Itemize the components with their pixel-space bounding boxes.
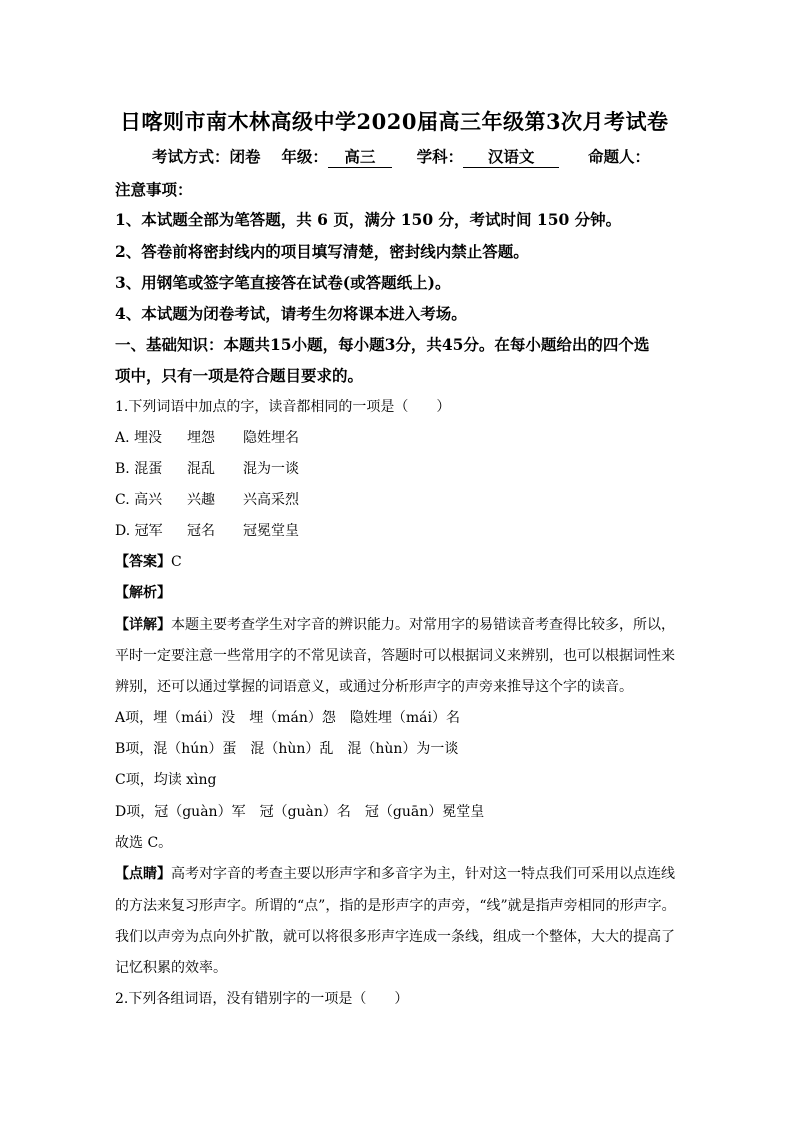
- detail-line: 辨别，还可以通过掌握的词语意义，或通过分析形声字的声旁来推导这个字的读音。: [115, 679, 633, 695]
- detail-line: 平时一定要注意一些常用字的不常见读音，答题时可以根据词义来辨别，也可以根据词性来: [115, 648, 675, 664]
- tip-line: 我们以声旁为点向外扩散，就可以将很多形声字连成一条线，组成一个整体，大大的提高了: [115, 929, 675, 945]
- option-row: [115, 520, 299, 540]
- detail-tag: 【详解】: [115, 617, 171, 633]
- answer-tag: 【答案】: [115, 554, 171, 570]
- answer-line: [115, 551, 182, 571]
- section-heading: 一、基础知识：本题共15小题，每小题3分，共45分。在每小题给出的四个选: [115, 335, 650, 354]
- conclusion-line: 故选 C。: [115, 835, 173, 851]
- notice-item: 2、答卷前将密封线内的项目填写清楚，密封线内禁止答题。: [115, 242, 529, 261]
- exam-meta: [152, 145, 650, 168]
- pinyin-line: D项，冠（guàn）军 冠（guàn）名 冠（guān）冕堂皇: [115, 804, 485, 820]
- mode-value: 闭卷: [229, 147, 261, 166]
- grade-value: 高三: [328, 145, 392, 168]
- tip-line: 的方法来复习形声字。所谓的“点”，指的是形声字的声旁，“线”就是指声旁相同的形声字。: [115, 898, 676, 914]
- pinyin-line: B项，混（hún）蛋 混（hùn）乱 混（hùn）为一谈: [115, 741, 459, 757]
- section-heading-cont: 项中，只有一项是符合题目要求的。: [115, 366, 364, 385]
- option-row: [115, 458, 299, 478]
- tip-text: 高考对字音的考查主要以形声字和多音字为主，针对这一特点我们可采用以点连线: [171, 866, 675, 882]
- analysis-tag: 【解析】: [115, 585, 171, 601]
- option-d-1: D. 冠军: [115, 523, 163, 539]
- option-c-3: 兴高采烈: [243, 492, 299, 508]
- answer-value: C: [171, 554, 182, 570]
- option-b-2: 混乱: [187, 461, 215, 477]
- notice-heading: 注意事项：: [115, 180, 193, 199]
- option-c-2: 兴趣: [187, 492, 215, 508]
- notice-item: 3、用钢笔或签字笔直接答在试卷(或答题纸上)。: [115, 273, 451, 292]
- question-stem: 2.下列各组词语，没有错别字的一项是（ ）: [115, 991, 409, 1007]
- detail-line: [115, 614, 675, 634]
- option-row: [115, 489, 299, 509]
- notice-item: 1、本试题全部为笔答题，共 6 页，满分 150 分，考试时间 150 分钟。: [115, 210, 622, 229]
- option-a-1: A. 埋没: [115, 430, 163, 446]
- question-stem: 1.下列词语中加点的字，读音都相同的一项是（ ）: [115, 399, 451, 415]
- subject-label: 学科：: [416, 147, 464, 166]
- author-label: 命题人：: [588, 147, 651, 166]
- option-row: [115, 427, 299, 447]
- tip-tag: 【点睛】: [115, 866, 171, 882]
- grade-label: 年级：: [281, 147, 328, 166]
- notice-item: 4、本试题为闭卷考试，请考生勿将课本进入考场。: [115, 304, 467, 323]
- pinyin-line: C项，均读 xìng: [115, 772, 217, 788]
- option-b-3: 混为一谈: [243, 461, 299, 477]
- detail-text: 本题主要考查学生对字音的辨识能力。对常用字的易错读音考查得比较多，所以，: [171, 617, 675, 633]
- option-a-2: 埋怨: [187, 430, 215, 446]
- mode-label: 考试方式：: [152, 147, 230, 166]
- option-d-2: 冠名: [187, 523, 215, 539]
- tip-line: 记忆积累的效率。: [115, 960, 227, 976]
- subject-value: 汉语文: [463, 145, 559, 168]
- pinyin-line: A项，埋（mái）没 埋（mán）怨 隐姓埋（mái）名: [115, 710, 460, 726]
- exam-title: 日喀则市南木林高级中学2020届高三年级第3次月考试卷: [120, 109, 669, 134]
- option-b-1: B. 混蛋: [115, 461, 163, 477]
- tip-line: [115, 863, 675, 883]
- option-d-3: 冠冕堂皇: [243, 523, 299, 539]
- option-c-1: C. 高兴: [115, 492, 163, 508]
- option-a-3: 隐姓埋名: [243, 430, 299, 446]
